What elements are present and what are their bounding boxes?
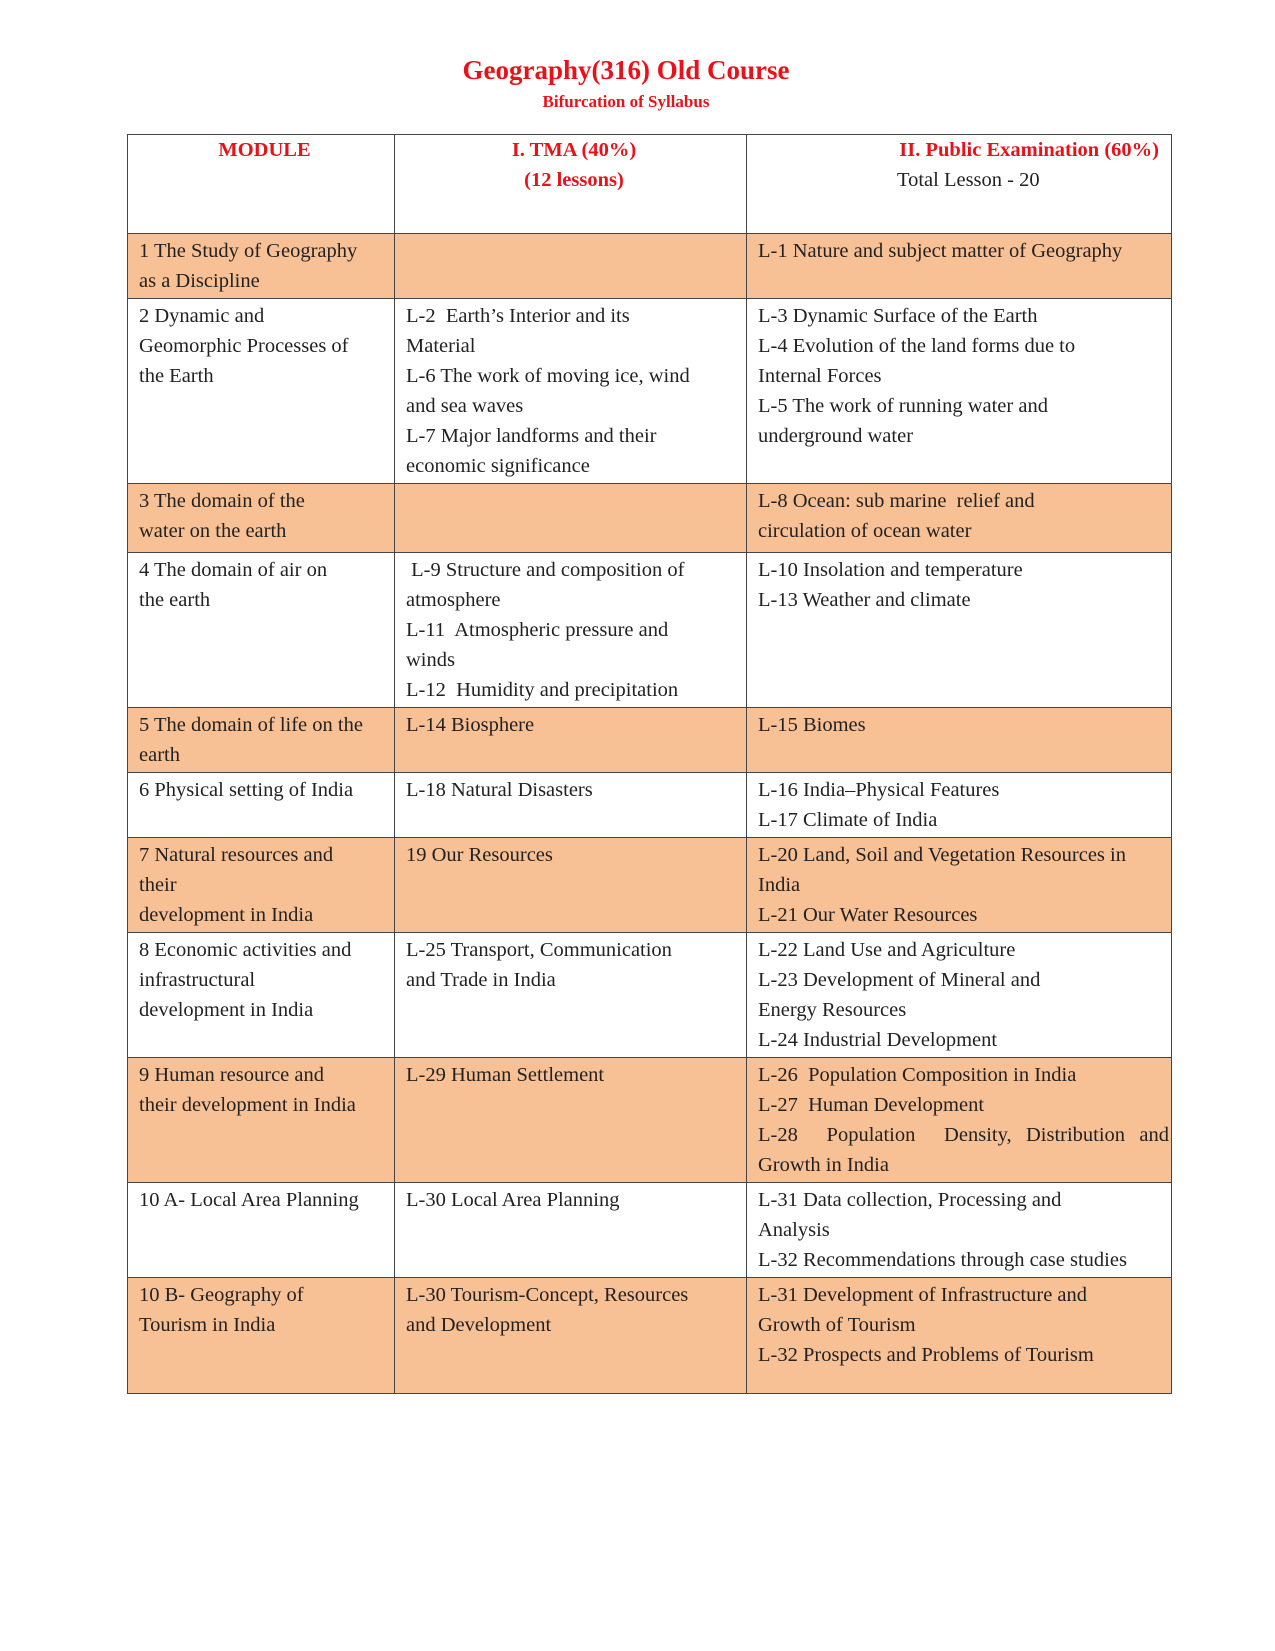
- header-public-sub: Total Lesson - 20: [897, 169, 1040, 191]
- cell-public: [747, 933, 1172, 1058]
- table-row: [128, 838, 1172, 933]
- table-row: [128, 933, 1172, 1058]
- syllabus-table: [127, 134, 1172, 1394]
- table-row: [128, 708, 1172, 773]
- public-line: L-17 Climate of India: [758, 809, 938, 831]
- tma-line: L-9 Structure and composition of: [406, 559, 685, 581]
- public-line: L-32 Recommendations through case studies: [758, 1249, 1127, 1271]
- public-line: L-5 The work of running water and: [758, 395, 1048, 417]
- cell-module: [128, 1058, 395, 1183]
- cell-tma: [395, 773, 747, 838]
- public-line: Growth of Tourism: [758, 1314, 916, 1336]
- cell-public: [747, 773, 1172, 838]
- table-row: [128, 773, 1172, 838]
- public-line: L-13 Weather and climate: [758, 589, 971, 611]
- module-line: 1 The Study of Geography: [139, 240, 358, 262]
- table-row: [128, 553, 1172, 708]
- tma-line: L-12 Humidity and precipitation: [406, 679, 679, 701]
- module-line: their: [139, 874, 177, 896]
- module-line: 10 A- Local Area Planning: [139, 1189, 359, 1211]
- cell-tma: [395, 1183, 747, 1278]
- syllabus-body: [128, 234, 1172, 1394]
- cell-public: [747, 1278, 1172, 1394]
- cell-module: [128, 553, 395, 708]
- module-line: their development in India: [139, 1094, 356, 1116]
- module-line: the earth: [139, 589, 211, 611]
- tma-line: and sea waves: [406, 395, 524, 417]
- header-module-label: MODULE: [218, 139, 311, 161]
- cell-tma: [395, 1058, 747, 1183]
- module-line: 3 The domain of the: [139, 490, 305, 512]
- cell-public: [747, 234, 1172, 299]
- cell-public: [747, 299, 1172, 484]
- module-line: infrastructural: [139, 969, 256, 991]
- cell-module: [128, 933, 395, 1058]
- cell-tma: [395, 484, 747, 553]
- module-line: water on the earth: [139, 520, 287, 542]
- cell-public: [747, 553, 1172, 708]
- cell-tma: [395, 553, 747, 708]
- public-line: underground water: [758, 425, 914, 447]
- header-public: [747, 135, 1172, 234]
- cell-module: [128, 1183, 395, 1278]
- module-line: 8 Economic activities and: [139, 939, 352, 961]
- public-line: L-26 Population Composition in India: [758, 1064, 1077, 1086]
- tma-line: L-25 Transport, Communication: [406, 939, 672, 961]
- cell-tma: [395, 838, 747, 933]
- cell-module: [128, 484, 395, 553]
- tma-line: L-11 Atmospheric pressure and: [406, 619, 669, 641]
- tma-line: L-29 Human Settlement: [406, 1064, 605, 1086]
- public-line: L-1 Nature and subject matter of Geography: [758, 240, 1123, 262]
- public-line: L-27 Human Development: [758, 1094, 985, 1116]
- header-tma-sub: (12 lessons): [524, 169, 624, 191]
- table-row: [128, 484, 1172, 553]
- public-line: L-31 Development of Infrastructure and: [758, 1284, 1088, 1306]
- module-line: the Earth: [139, 365, 214, 387]
- tma-line: L-2 Earth’s Interior and its: [406, 305, 630, 327]
- module-line: 9 Human resource and: [139, 1064, 325, 1086]
- cell-module: [128, 234, 395, 299]
- cell-module: [128, 708, 395, 773]
- tma-line: L-6 The work of moving ice, wind: [406, 365, 690, 387]
- public-line: Internal Forces: [758, 365, 882, 387]
- public-line: L-32 Prospects and Problems of Tourism: [758, 1344, 1094, 1366]
- tma-line: and Trade in India: [406, 969, 556, 991]
- module-line: 6 Physical setting of India: [139, 779, 354, 801]
- table-row: [128, 1183, 1172, 1278]
- tma-line: L-30 Tourism-Concept, Resources: [406, 1284, 689, 1306]
- module-line: development in India: [139, 999, 314, 1021]
- cell-tma: [395, 234, 747, 299]
- public-line: L-21 Our Water Resources: [758, 904, 978, 926]
- cell-module: [128, 299, 395, 484]
- module-line: as a Discipline: [139, 270, 260, 292]
- public-line: L-10 Insolation and temperature: [758, 559, 1023, 581]
- public-line: India: [758, 874, 801, 896]
- cell-tma: [395, 299, 747, 484]
- public-line: L-23 Development of Mineral and: [758, 969, 1041, 991]
- module-line: 10 B- Geography of: [139, 1284, 304, 1306]
- tma-line: and Development: [406, 1314, 552, 1336]
- header-tma: [395, 135, 747, 234]
- public-line: Growth in India: [758, 1154, 889, 1176]
- public-line: L-16 India–Physical Features: [758, 779, 1000, 801]
- public-line: L-31 Data collection, Processing and: [758, 1189, 1062, 1211]
- cell-tma: [395, 708, 747, 773]
- public-line: L-4 Evolution of the land forms due to: [758, 335, 1076, 357]
- module-line: earth: [139, 744, 180, 766]
- module-line: 7 Natural resources and: [139, 844, 334, 866]
- header-public-label: II. Public Examination (60%): [899, 139, 1159, 161]
- module-line: development in India: [139, 904, 314, 926]
- cell-public: [747, 1058, 1172, 1183]
- tma-line: L-30 Local Area Planning: [406, 1189, 620, 1211]
- public-line: Energy Resources: [758, 999, 907, 1021]
- tma-line: economic significance: [406, 455, 590, 477]
- public-line: Analysis: [758, 1219, 830, 1241]
- table-row: [128, 1278, 1172, 1394]
- cell-public: [747, 708, 1172, 773]
- public-line: circulation of ocean water: [758, 520, 972, 542]
- cell-module: [128, 1278, 395, 1394]
- public-line: L-15 Biomes: [758, 714, 866, 736]
- table-row: [128, 1058, 1172, 1183]
- cell-public: [747, 838, 1172, 933]
- cell-module: [128, 773, 395, 838]
- module-line: Geomorphic Processes of: [139, 335, 349, 357]
- cell-tma: [395, 1278, 747, 1394]
- module-line: Tourism in India: [139, 1314, 276, 1336]
- cell-public: [747, 1183, 1172, 1278]
- page-subtitle: Bifurcation of Syllabus: [542, 92, 710, 111]
- table-row: [128, 234, 1172, 299]
- cell-public: [747, 484, 1172, 553]
- public-line: L-24 Industrial Development: [758, 1029, 998, 1051]
- cell-tma: [395, 933, 747, 1058]
- module-line: 4 The domain of air on: [139, 559, 328, 581]
- tma-line: L-18 Natural Disasters: [406, 779, 593, 801]
- public-line: L-22 Land Use and Agriculture: [758, 939, 1016, 961]
- header-tma-label: I. TMA (40%): [511, 139, 637, 161]
- tma-line: 19 Our Resources: [406, 844, 553, 866]
- public-line: L-8 Ocean: sub marine relief and: [758, 490, 1035, 512]
- module-line: 5 The domain of life on the: [139, 714, 363, 736]
- public-line: L-20 Land, Soil and Vegetation Resources in: [758, 844, 1126, 866]
- public-line: L-28 Population Density, Distribution and: [758, 1124, 1169, 1146]
- tma-line: winds: [406, 649, 455, 671]
- page-title: Geography(316) Old Course: [462, 55, 790, 85]
- header-module: [128, 135, 395, 234]
- module-line: 2 Dynamic and: [139, 305, 265, 327]
- public-line: L-3 Dynamic Surface of the Earth: [758, 305, 1038, 327]
- tma-line: L-7 Major landforms and their: [406, 425, 657, 447]
- tma-line: Material: [406, 335, 476, 357]
- cell-module: [128, 838, 395, 933]
- tma-line: atmosphere: [406, 589, 501, 611]
- table-row: [128, 299, 1172, 484]
- tma-line: L-14 Biosphere: [406, 714, 535, 736]
